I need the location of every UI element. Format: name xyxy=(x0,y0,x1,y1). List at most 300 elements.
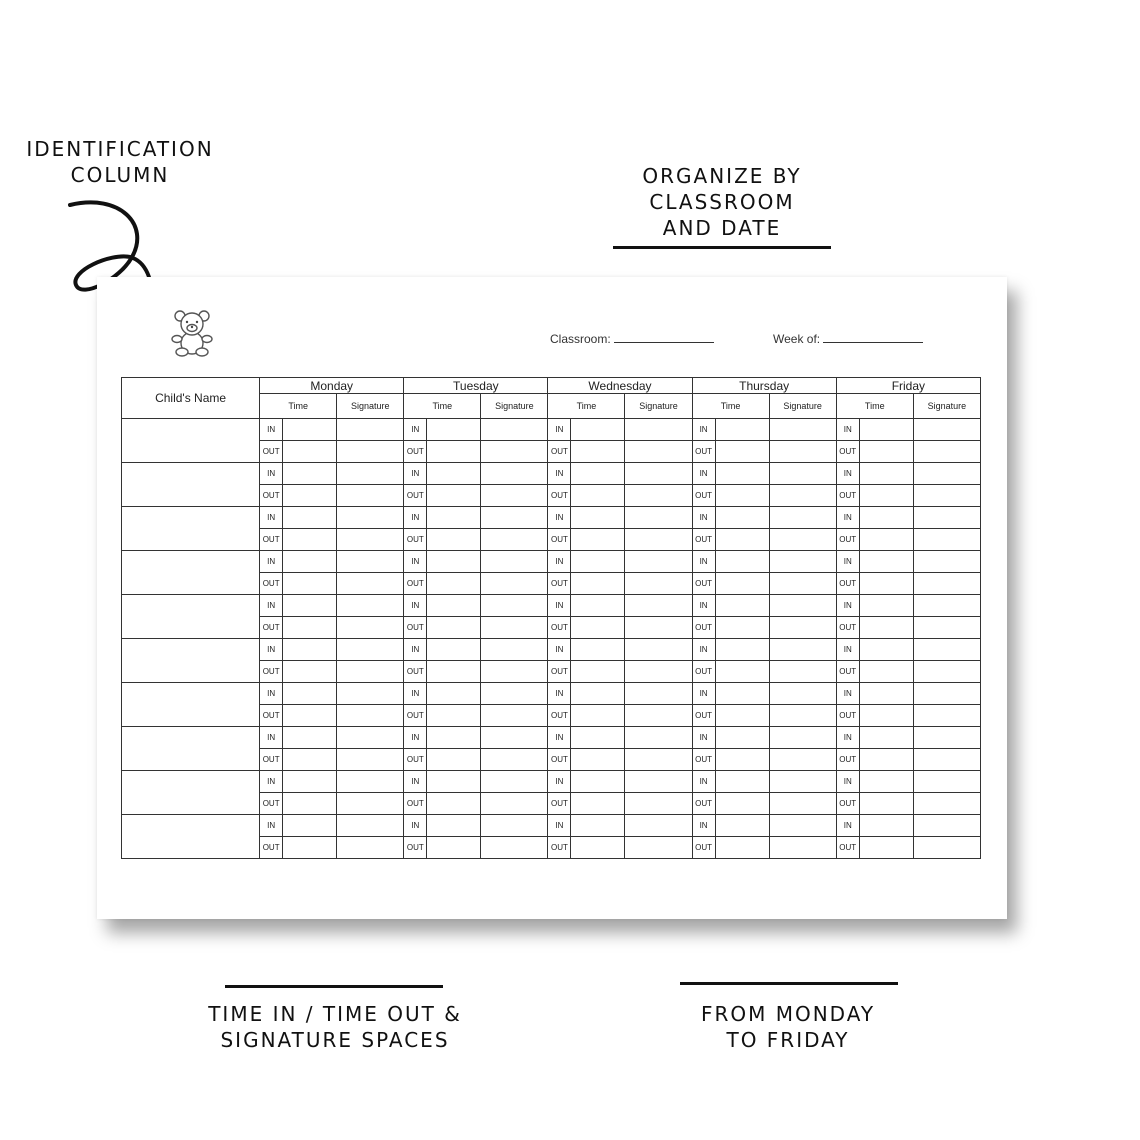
in-label: IN xyxy=(836,507,859,529)
child-name-cell[interactable] xyxy=(122,595,260,639)
out-label: OUT xyxy=(260,837,283,859)
time-cell[interactable] xyxy=(715,485,769,507)
out-label: OUT xyxy=(836,749,859,771)
signature-cell[interactable] xyxy=(481,441,548,463)
in-row xyxy=(122,463,981,485)
time-cell[interactable] xyxy=(427,617,481,639)
time-cell[interactable] xyxy=(427,485,481,507)
out-label: OUT xyxy=(836,837,859,859)
signature-cell[interactable] xyxy=(481,639,548,661)
signature-cell[interactable] xyxy=(913,661,980,683)
time-cell[interactable] xyxy=(859,419,913,441)
signature-cell[interactable] xyxy=(769,683,836,705)
in-label: IN xyxy=(260,727,283,749)
out-label: OUT xyxy=(404,617,427,639)
in-label: IN xyxy=(836,419,859,441)
time-cell[interactable] xyxy=(427,837,481,859)
time-header: Time xyxy=(548,394,625,419)
signature-cell[interactable] xyxy=(481,683,548,705)
time-cell[interactable] xyxy=(283,749,337,771)
callout-identification-line-1: IDENTIFICATION xyxy=(26,137,214,161)
signature-cell[interactable] xyxy=(625,705,692,727)
signature-cell[interactable] xyxy=(769,529,836,551)
time-cell[interactable] xyxy=(859,837,913,859)
signature-cell[interactable] xyxy=(481,463,548,485)
out-label: OUT xyxy=(548,441,571,463)
signature-cell[interactable] xyxy=(913,639,980,661)
time-cell[interactable] xyxy=(283,595,337,617)
time-cell[interactable] xyxy=(715,419,769,441)
attendance-table xyxy=(121,377,981,859)
time-cell[interactable] xyxy=(571,463,625,485)
time-cell[interactable] xyxy=(283,463,337,485)
signature-cell[interactable] xyxy=(769,573,836,595)
signature-cell[interactable] xyxy=(913,441,980,463)
time-cell[interactable] xyxy=(715,661,769,683)
teddy-bear-icon xyxy=(171,309,213,357)
out-label: OUT xyxy=(260,705,283,727)
callout-monday-friday xyxy=(668,1001,908,1053)
time-cell[interactable] xyxy=(859,441,913,463)
signature-cell[interactable] xyxy=(337,529,404,551)
signature-cell[interactable] xyxy=(913,815,980,837)
time-cell[interactable] xyxy=(283,705,337,727)
time-cell[interactable] xyxy=(715,595,769,617)
in-label: IN xyxy=(548,419,571,441)
time-cell[interactable] xyxy=(427,441,481,463)
callout-time-signature xyxy=(190,1001,480,1053)
in-label: IN xyxy=(548,771,571,793)
callout-monday-friday-line-2: TO FRIDAY xyxy=(726,1028,850,1052)
day-header: Monday xyxy=(260,378,404,394)
time-cell[interactable] xyxy=(283,683,337,705)
out-label: OUT xyxy=(260,485,283,507)
signature-cell[interactable] xyxy=(769,419,836,441)
time-cell[interactable] xyxy=(427,683,481,705)
time-cell[interactable] xyxy=(427,573,481,595)
in-label: IN xyxy=(260,463,283,485)
signature-cell[interactable] xyxy=(337,661,404,683)
out-label: OUT xyxy=(260,529,283,551)
in-label: IN xyxy=(404,727,427,749)
signature-cell[interactable] xyxy=(625,727,692,749)
time-cell[interactable] xyxy=(427,463,481,485)
in-label: IN xyxy=(548,551,571,573)
signature-cell[interactable] xyxy=(769,749,836,771)
out-label: OUT xyxy=(404,485,427,507)
signature-cell[interactable] xyxy=(625,463,692,485)
time-cell[interactable] xyxy=(571,837,625,859)
out-label: OUT xyxy=(692,529,715,551)
signature-cell[interactable] xyxy=(769,815,836,837)
signature-cell[interactable] xyxy=(769,705,836,727)
signature-cell[interactable] xyxy=(913,771,980,793)
in-label: IN xyxy=(404,419,427,441)
time-cell[interactable] xyxy=(571,617,625,639)
week-of-field xyxy=(773,331,923,346)
signature-cell[interactable] xyxy=(481,771,548,793)
signature-cell[interactable] xyxy=(913,749,980,771)
signature-cell[interactable] xyxy=(481,815,548,837)
time-cell[interactable] xyxy=(571,441,625,463)
time-cell[interactable] xyxy=(427,507,481,529)
signature-cell[interactable] xyxy=(625,573,692,595)
child-name-cell[interactable] xyxy=(122,771,260,815)
in-label: IN xyxy=(548,727,571,749)
time-cell[interactable] xyxy=(427,661,481,683)
time-cell[interactable] xyxy=(859,771,913,793)
time-cell[interactable] xyxy=(859,727,913,749)
time-cell[interactable] xyxy=(427,727,481,749)
signature-cell[interactable] xyxy=(481,661,548,683)
time-cell[interactable] xyxy=(715,507,769,529)
time-cell[interactable] xyxy=(427,793,481,815)
time-cell[interactable] xyxy=(715,463,769,485)
in-label: IN xyxy=(692,639,715,661)
time-cell[interactable] xyxy=(283,815,337,837)
in-label: IN xyxy=(404,771,427,793)
time-cell[interactable] xyxy=(571,683,625,705)
time-cell[interactable] xyxy=(859,529,913,551)
time-cell[interactable] xyxy=(571,661,625,683)
out-label: OUT xyxy=(548,573,571,595)
time-cell[interactable] xyxy=(859,485,913,507)
in-row xyxy=(122,639,981,661)
signature-cell[interactable] xyxy=(337,705,404,727)
time-header: Time xyxy=(260,394,337,419)
signature-cell[interactable] xyxy=(769,727,836,749)
out-label: OUT xyxy=(836,573,859,595)
time-cell[interactable] xyxy=(571,639,625,661)
out-label: OUT xyxy=(692,837,715,859)
signature-header: Signature xyxy=(913,394,980,419)
classroom-blank xyxy=(614,331,714,343)
time-cell[interactable] xyxy=(283,661,337,683)
in-label: IN xyxy=(548,507,571,529)
time-cell[interactable] xyxy=(571,551,625,573)
signature-cell[interactable] xyxy=(769,661,836,683)
time-cell[interactable] xyxy=(715,771,769,793)
time-cell[interactable] xyxy=(427,595,481,617)
signature-cell[interactable] xyxy=(337,419,404,441)
in-label: IN xyxy=(692,727,715,749)
time-cell[interactable] xyxy=(859,705,913,727)
signature-cell[interactable] xyxy=(337,573,404,595)
signature-cell[interactable] xyxy=(337,507,404,529)
signature-cell[interactable] xyxy=(913,705,980,727)
time-cell[interactable] xyxy=(715,573,769,595)
time-cell[interactable] xyxy=(715,683,769,705)
time-cell[interactable] xyxy=(283,617,337,639)
in-label: IN xyxy=(692,463,715,485)
time-cell[interactable] xyxy=(715,793,769,815)
in-label: IN xyxy=(404,507,427,529)
time-cell[interactable] xyxy=(715,749,769,771)
in-label: IN xyxy=(692,771,715,793)
time-cell[interactable] xyxy=(715,639,769,661)
child-name-cell[interactable] xyxy=(122,463,260,507)
signature-cell[interactable] xyxy=(625,749,692,771)
signature-cell[interactable] xyxy=(625,683,692,705)
signature-cell[interactable] xyxy=(481,793,548,815)
time-cell[interactable] xyxy=(715,617,769,639)
in-label: IN xyxy=(404,815,427,837)
time-header: Time xyxy=(692,394,769,419)
time-cell[interactable] xyxy=(283,529,337,551)
signature-cell[interactable] xyxy=(769,639,836,661)
time-cell[interactable] xyxy=(427,639,481,661)
signature-cell[interactable] xyxy=(337,815,404,837)
signature-cell[interactable] xyxy=(913,837,980,859)
time-cell[interactable] xyxy=(571,419,625,441)
in-row xyxy=(122,507,981,529)
signature-cell[interactable] xyxy=(337,771,404,793)
in-row xyxy=(122,551,981,573)
in-label: IN xyxy=(260,419,283,441)
time-cell[interactable] xyxy=(427,771,481,793)
time-cell[interactable] xyxy=(859,463,913,485)
signature-cell[interactable] xyxy=(913,551,980,573)
child-name-cell[interactable] xyxy=(122,639,260,683)
time-cell[interactable] xyxy=(283,551,337,573)
signature-cell[interactable] xyxy=(769,617,836,639)
time-cell[interactable] xyxy=(859,793,913,815)
time-cell[interactable] xyxy=(715,815,769,837)
signature-cell[interactable] xyxy=(769,771,836,793)
time-cell[interactable] xyxy=(427,551,481,573)
time-cell[interactable] xyxy=(427,419,481,441)
signature-cell[interactable] xyxy=(337,749,404,771)
time-cell[interactable] xyxy=(715,551,769,573)
in-label: IN xyxy=(836,595,859,617)
in-label: IN xyxy=(260,507,283,529)
signature-cell[interactable] xyxy=(337,441,404,463)
out-label: OUT xyxy=(548,793,571,815)
time-cell[interactable] xyxy=(571,793,625,815)
time-cell[interactable] xyxy=(571,771,625,793)
in-row xyxy=(122,419,981,441)
child-name-cell[interactable] xyxy=(122,727,260,771)
signature-cell[interactable] xyxy=(769,595,836,617)
signature-cell[interactable] xyxy=(913,529,980,551)
signature-cell[interactable] xyxy=(769,793,836,815)
signature-cell[interactable] xyxy=(625,837,692,859)
time-cell[interactable] xyxy=(859,617,913,639)
time-cell[interactable] xyxy=(859,661,913,683)
time-cell[interactable] xyxy=(715,705,769,727)
time-cell[interactable] xyxy=(571,595,625,617)
time-cell[interactable] xyxy=(571,727,625,749)
callout-time-signature-line-1: TIME IN / TIME OUT & xyxy=(208,1002,462,1026)
time-cell[interactable] xyxy=(427,529,481,551)
in-label: IN xyxy=(836,551,859,573)
signature-cell[interactable] xyxy=(913,463,980,485)
signature-cell[interactable] xyxy=(625,507,692,529)
signature-cell[interactable] xyxy=(913,595,980,617)
signature-cell[interactable] xyxy=(337,463,404,485)
signature-cell[interactable] xyxy=(913,419,980,441)
child-name-cell[interactable] xyxy=(122,683,260,727)
child-name-cell[interactable] xyxy=(122,815,260,859)
signature-cell[interactable] xyxy=(913,507,980,529)
out-label: OUT xyxy=(404,705,427,727)
time-cell[interactable] xyxy=(859,551,913,573)
out-label: OUT xyxy=(548,661,571,683)
signature-cell[interactable] xyxy=(625,815,692,837)
in-label: IN xyxy=(692,815,715,837)
signature-cell[interactable] xyxy=(625,485,692,507)
signature-cell[interactable] xyxy=(481,485,548,507)
signature-cell[interactable] xyxy=(625,793,692,815)
signature-cell[interactable] xyxy=(337,727,404,749)
time-cell[interactable] xyxy=(715,837,769,859)
child-name-cell[interactable] xyxy=(122,551,260,595)
out-label: OUT xyxy=(692,617,715,639)
in-label: IN xyxy=(260,639,283,661)
time-cell[interactable] xyxy=(715,727,769,749)
signature-cell[interactable] xyxy=(625,639,692,661)
signature-cell[interactable] xyxy=(913,485,980,507)
signature-cell[interactable] xyxy=(769,837,836,859)
signature-cell[interactable] xyxy=(625,419,692,441)
signature-cell[interactable] xyxy=(337,595,404,617)
signature-cell[interactable] xyxy=(337,639,404,661)
time-cell[interactable] xyxy=(859,683,913,705)
signature-cell[interactable] xyxy=(481,419,548,441)
in-label: IN xyxy=(692,595,715,617)
time-cell[interactable] xyxy=(427,749,481,771)
in-label: IN xyxy=(404,639,427,661)
time-cell[interactable] xyxy=(859,507,913,529)
time-cell[interactable] xyxy=(859,639,913,661)
signature-cell[interactable] xyxy=(769,551,836,573)
signature-cell[interactable] xyxy=(913,727,980,749)
signature-cell[interactable] xyxy=(481,595,548,617)
out-label: OUT xyxy=(260,793,283,815)
out-label: OUT xyxy=(404,837,427,859)
signature-cell[interactable] xyxy=(481,529,548,551)
in-label: IN xyxy=(548,463,571,485)
in-label: IN xyxy=(836,815,859,837)
callout-organize xyxy=(602,163,842,241)
signature-cell[interactable] xyxy=(481,573,548,595)
in-label: IN xyxy=(836,771,859,793)
time-cell[interactable] xyxy=(571,573,625,595)
signature-cell[interactable] xyxy=(337,837,404,859)
signature-cell[interactable] xyxy=(481,617,548,639)
signature-cell[interactable] xyxy=(337,617,404,639)
signature-cell[interactable] xyxy=(769,507,836,529)
out-label: OUT xyxy=(836,485,859,507)
in-label: IN xyxy=(260,771,283,793)
signature-cell[interactable] xyxy=(337,551,404,573)
signature-cell[interactable] xyxy=(769,485,836,507)
out-label: OUT xyxy=(548,529,571,551)
time-cell[interactable] xyxy=(283,793,337,815)
signature-cell[interactable] xyxy=(481,551,548,573)
time-cell[interactable] xyxy=(571,507,625,529)
out-label: OUT xyxy=(260,661,283,683)
in-row xyxy=(122,727,981,749)
callout-organize-line-1: ORGANIZE BY xyxy=(642,164,802,188)
time-cell[interactable] xyxy=(427,705,481,727)
time-cell[interactable] xyxy=(571,485,625,507)
out-label: OUT xyxy=(692,705,715,727)
signature-cell[interactable] xyxy=(481,749,548,771)
signature-cell[interactable] xyxy=(337,683,404,705)
in-row xyxy=(122,815,981,837)
signature-cell[interactable] xyxy=(625,551,692,573)
time-cell[interactable] xyxy=(283,639,337,661)
signature-cell[interactable] xyxy=(913,793,980,815)
out-label: OUT xyxy=(548,617,571,639)
time-cell[interactable] xyxy=(859,595,913,617)
child-name-cell[interactable] xyxy=(122,507,260,551)
in-label: IN xyxy=(548,595,571,617)
time-cell[interactable] xyxy=(571,529,625,551)
time-cell[interactable] xyxy=(427,815,481,837)
signature-cell[interactable] xyxy=(481,705,548,727)
time-cell[interactable] xyxy=(283,573,337,595)
time-header: Time xyxy=(404,394,481,419)
in-label: IN xyxy=(548,683,571,705)
out-label: OUT xyxy=(692,441,715,463)
signature-cell[interactable] xyxy=(481,837,548,859)
signature-cell[interactable] xyxy=(769,463,836,485)
time-cell[interactable] xyxy=(283,441,337,463)
child-name-cell[interactable] xyxy=(122,419,260,463)
signature-cell[interactable] xyxy=(769,441,836,463)
signature-cell[interactable] xyxy=(913,573,980,595)
signature-cell[interactable] xyxy=(913,683,980,705)
signature-cell[interactable] xyxy=(625,595,692,617)
time-cell[interactable] xyxy=(571,705,625,727)
out-label: OUT xyxy=(548,705,571,727)
in-label: IN xyxy=(260,683,283,705)
signature-cell[interactable] xyxy=(481,507,548,529)
time-cell[interactable] xyxy=(859,815,913,837)
signature-cell[interactable] xyxy=(625,661,692,683)
time-cell[interactable] xyxy=(283,507,337,529)
signature-cell[interactable] xyxy=(625,529,692,551)
day-header: Wednesday xyxy=(548,378,692,394)
signature-cell[interactable] xyxy=(625,617,692,639)
signature-cell[interactable] xyxy=(913,617,980,639)
signature-cell[interactable] xyxy=(337,485,404,507)
signature-header: Signature xyxy=(481,394,548,419)
time-cell[interactable] xyxy=(859,749,913,771)
time-cell[interactable] xyxy=(283,485,337,507)
time-cell[interactable] xyxy=(715,529,769,551)
time-cell[interactable] xyxy=(571,815,625,837)
day-header: Thursday xyxy=(692,378,836,394)
time-cell[interactable] xyxy=(715,441,769,463)
signature-cell[interactable] xyxy=(625,771,692,793)
time-cell[interactable] xyxy=(283,727,337,749)
signature-cell[interactable] xyxy=(481,727,548,749)
time-cell[interactable] xyxy=(859,573,913,595)
signature-cell[interactable] xyxy=(625,441,692,463)
time-cell[interactable] xyxy=(283,771,337,793)
time-cell[interactable] xyxy=(571,749,625,771)
time-cell[interactable] xyxy=(283,419,337,441)
signature-cell[interactable] xyxy=(337,793,404,815)
time-cell[interactable] xyxy=(283,837,337,859)
in-label: IN xyxy=(548,639,571,661)
day-header: Friday xyxy=(836,378,980,394)
classroom-label: Classroom: xyxy=(550,332,611,346)
signature-header: Signature xyxy=(337,394,404,419)
